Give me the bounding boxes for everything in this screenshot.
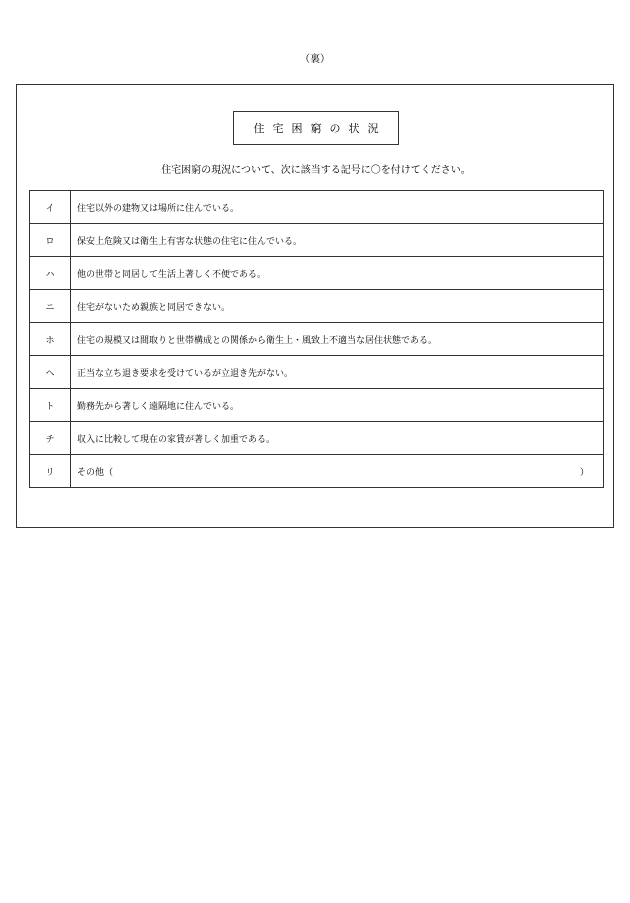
option-key[interactable]: ハ — [30, 257, 71, 290]
option-description: 勤務先から著しく遠隔地に住んでいる。 — [71, 389, 604, 422]
table-row — [30, 422, 604, 455]
option-key[interactable]: ヘ — [30, 356, 71, 389]
table-row — [30, 356, 604, 389]
option-description: 住宅の規模又は間取りと世帯構成との関係から衛生上・風致上不適当な居住状態である。 — [71, 323, 604, 356]
other-option-field[interactable] — [71, 455, 604, 488]
section-title: 住宅困窮の状況 — [233, 111, 399, 145]
other-close-paren: ） — [579, 467, 589, 478]
option-description: 収入に比較して現在の家賃が著しく加重である。 — [71, 422, 604, 455]
table-row — [30, 455, 604, 488]
option-key[interactable]: イ — [30, 191, 71, 224]
instruction-text: 住宅困窮の現況について、次に該当する記号に〇を付けてください。 — [161, 165, 471, 176]
option-key[interactable]: ホ — [30, 323, 71, 356]
page-side-label: （裏） — [300, 54, 330, 65]
housing-condition-table — [29, 190, 604, 488]
table-row — [30, 323, 604, 356]
option-key[interactable]: チ — [30, 422, 71, 455]
option-description: 保安上危険又は衛生上有害な状態の住宅に住んでいる。 — [71, 224, 604, 257]
option-key[interactable]: ト — [30, 389, 71, 422]
option-description: 他の世帯と同居して生活上著しく不便である。 — [71, 257, 604, 290]
table-row — [30, 290, 604, 323]
option-description: 住宅以外の建物又は場所に住んでいる。 — [71, 191, 604, 224]
table-row — [30, 224, 604, 257]
option-description: 正当な立ち退き要求を受けているが立退き先がない。 — [71, 356, 604, 389]
option-key[interactable]: リ — [30, 455, 71, 488]
option-description: 住宅がないため親族と同居できない。 — [71, 290, 604, 323]
form-frame — [16, 84, 614, 528]
table-row — [30, 389, 604, 422]
table-row — [30, 191, 604, 224]
option-key[interactable]: ニ — [30, 290, 71, 323]
other-label: その他（ — [77, 467, 114, 478]
option-key[interactable]: ロ — [30, 224, 71, 257]
table-row — [30, 257, 604, 290]
